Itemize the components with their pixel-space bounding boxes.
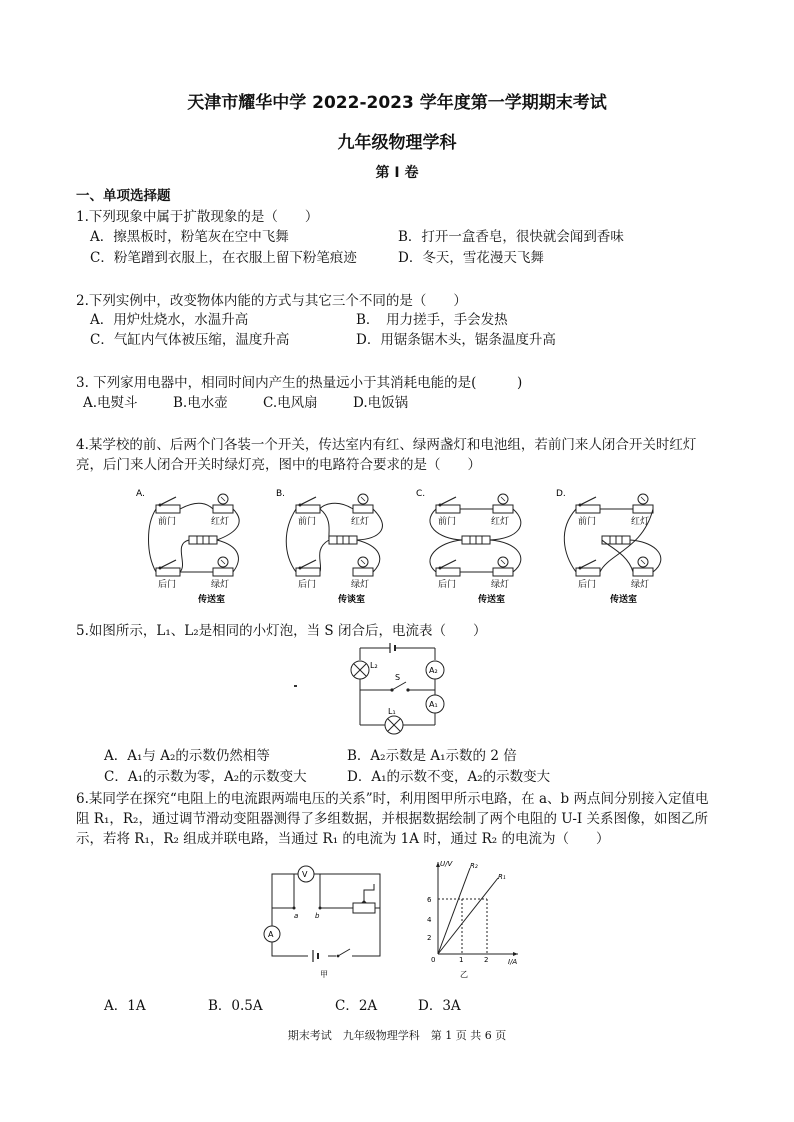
q4-stem-line1: 4.某学校的前、后两个门各装一个开关，传达室内有红、绿两盏灯和电池组，若前门来人闭合开关时红灯 bbox=[76, 437, 697, 453]
q4-fig-b-letter: B. bbox=[276, 489, 286, 499]
q4-fig-a-letter: A. bbox=[136, 489, 145, 499]
q2-option-d: D．用锯条锯木头，锯条温度升高 bbox=[356, 332, 556, 348]
q2-stem: 2.下列实例中，改变物体内能的方式与其它三个不同的是（ ） bbox=[76, 293, 467, 309]
q3-stem: 3. 下列家用电器中，相同时间内产生的热量远小于其消耗电能的是( ) bbox=[76, 375, 523, 391]
q3-option-d: D.电饭锅 bbox=[353, 395, 409, 411]
q4-fig-d-room: 传送室 bbox=[610, 595, 638, 604]
q1-option-c: C．粉笔蹭到衣服上，在衣服上留下粉笔痕迹 bbox=[90, 250, 357, 266]
q5-option-a: A．A₁与 A₂的示数仍然相等 bbox=[104, 748, 270, 764]
q4-figure-b bbox=[276, 489, 382, 604]
q1-option-a: A．擦黑板时，粉笔灰在空中飞舞 bbox=[90, 229, 289, 245]
q4-fig-c-red: 红灯 bbox=[491, 517, 510, 527]
q1-stem: 1.下列现象中属于扩散现象的是（ ） bbox=[76, 209, 319, 225]
q6-ylabel: U/V bbox=[440, 860, 453, 868]
q4-fig-b-front: 前门 bbox=[298, 517, 317, 527]
stray-mark bbox=[294, 685, 297, 687]
q5-a1-label: A₁ bbox=[429, 700, 438, 709]
q6-fig-yi-caption: 乙 bbox=[460, 970, 468, 979]
q5-stem: 5.如图所示，L₁、L₂是相同的小灯泡，当 S 闭合后，电流表（ ） bbox=[76, 623, 487, 639]
q6-fig-jia-caption: 甲 bbox=[320, 970, 328, 979]
q3-option-b: B.电水壶 bbox=[173, 395, 228, 411]
q6-stem-line3: 示，若将 R₁，R₂ 组成并联电路，当通过 R₁ 的电流为 1A 时，通过 R₂ 的电流为（ ） bbox=[76, 831, 610, 847]
q3-option-c: C.电风扇 bbox=[263, 395, 318, 411]
q6-option-a: A．1A bbox=[104, 998, 146, 1014]
q6-circuit-jia bbox=[258, 860, 388, 980]
q4-circuit-figures bbox=[128, 484, 688, 604]
q6-v-label: V bbox=[302, 870, 308, 879]
q4-fig-d-front: 前门 bbox=[578, 517, 597, 527]
q6-r2-label: R₂ bbox=[470, 862, 478, 870]
q4-fig-c-front: 前门 bbox=[438, 517, 457, 527]
q4-figure-d bbox=[556, 489, 661, 604]
q2-option-a: A．用炉灶烧水，水温升高 bbox=[90, 312, 249, 328]
q4-fig-c-green: 绿灯 bbox=[491, 580, 510, 590]
q6-option-d: D．3A bbox=[418, 998, 461, 1014]
q5-option-b: B．A₂示数是 A₁示数的 2 倍 bbox=[347, 748, 517, 764]
q2-option-c: C．气缸内气体被压缩，温度升高 bbox=[90, 332, 290, 348]
section-heading: 一、单项选择题 bbox=[76, 188, 171, 204]
q4-stem-line2: 亮，后门来人闭合开关时绿灯亮，图中的电路符合要求的是（ ） bbox=[76, 457, 481, 473]
rheostat-icon bbox=[353, 903, 375, 913]
q6-option-c: C．2A bbox=[335, 998, 378, 1014]
q6-y4: 4 bbox=[427, 916, 432, 924]
q6-stem-line1: 6.某同学在探究“电阻上的电流跟两端电压的关系”时，利用图甲所示电路，在 a、b 两点间分别接入定值电 bbox=[76, 791, 709, 807]
q6-xlabel: I/A bbox=[508, 958, 518, 966]
q1-option-b: B．打开一盒香皂，很快就会闻到香味 bbox=[398, 229, 624, 245]
q5-s-label: S bbox=[395, 673, 401, 682]
q4-figure-c bbox=[416, 489, 521, 604]
line-r1 bbox=[438, 878, 498, 954]
line-r2 bbox=[438, 868, 470, 954]
q4-fig-b-green: 绿灯 bbox=[351, 580, 370, 590]
q4-fig-d-letter: D. bbox=[556, 489, 566, 499]
q5-a2-label: A₂ bbox=[429, 666, 438, 675]
q4-fig-d-green: 绿灯 bbox=[631, 580, 650, 590]
volume-title: 第 I 卷 bbox=[375, 165, 419, 181]
q6-x0: 0 bbox=[431, 956, 436, 964]
q4-fig-b-red: 红灯 bbox=[351, 517, 370, 527]
page-title: 天津市耀华中学 2022-2023 学年度第一学期期末考试 bbox=[187, 93, 607, 113]
page-footer: 期末考试 九年级物理学科 第 1 页 共 6 页 bbox=[287, 1029, 507, 1042]
q2-option-b: B． 用力搓手，手会发热 bbox=[356, 312, 508, 328]
q6-y6: 6 bbox=[427, 896, 432, 904]
q6-a-label: a bbox=[294, 912, 299, 920]
q5-l2-label: L₂ bbox=[370, 661, 378, 670]
switch-s-icon bbox=[392, 682, 406, 690]
q4-figure-a bbox=[136, 489, 239, 604]
q6-graph-yi bbox=[418, 856, 528, 980]
q4-fig-c-letter: C. bbox=[416, 489, 426, 499]
q6-option-b: B．0.5A bbox=[208, 998, 263, 1014]
q4-fig-a-green: 绿灯 bbox=[211, 580, 230, 590]
q4-fig-a-front: 前门 bbox=[158, 517, 177, 527]
q4-fig-c-room: 传送室 bbox=[478, 595, 506, 604]
q4-fig-a-red: 红灯 bbox=[211, 517, 230, 527]
q4-fig-b-room: 传谈室 bbox=[338, 595, 366, 604]
q5-circuit bbox=[340, 638, 460, 738]
q6-stem-line2: 阻 R₁，R₂，通过调节滑动变阻器测得了多组数据，并根据数据绘制了两个电阻的 U-I 关系图像，如图乙所 bbox=[76, 811, 709, 827]
q4-fig-d-red: 红灯 bbox=[631, 517, 650, 527]
subject-title: 九年级物理学科 bbox=[337, 133, 457, 153]
q5-option-d: D．A₁的示数不变，A₂的示数变大 bbox=[347, 769, 551, 785]
q6-am-label: A bbox=[268, 930, 274, 939]
q6-x2: 2 bbox=[484, 956, 489, 964]
q6-x1: 1 bbox=[459, 956, 464, 964]
q4-fig-b-back: 后门 bbox=[298, 580, 317, 590]
q6-y2: 2 bbox=[427, 934, 432, 942]
q5-option-c: C．A₁的示数为零，A₂的示数变大 bbox=[104, 769, 307, 785]
q6-r1-label: R₁ bbox=[498, 873, 506, 881]
q4-fig-a-room: 传送室 bbox=[198, 595, 226, 604]
q4-fig-d-back: 后门 bbox=[578, 580, 597, 590]
q4-fig-c-back: 后门 bbox=[438, 580, 457, 590]
q4-fig-a-back: 后门 bbox=[158, 580, 177, 590]
q3-option-a: A.电熨斗 bbox=[83, 395, 138, 411]
q6-b-label: b bbox=[315, 912, 320, 920]
q5-l1-label: L₁ bbox=[388, 707, 396, 716]
q1-option-d: D．冬天，雪花漫天飞舞 bbox=[398, 250, 544, 266]
